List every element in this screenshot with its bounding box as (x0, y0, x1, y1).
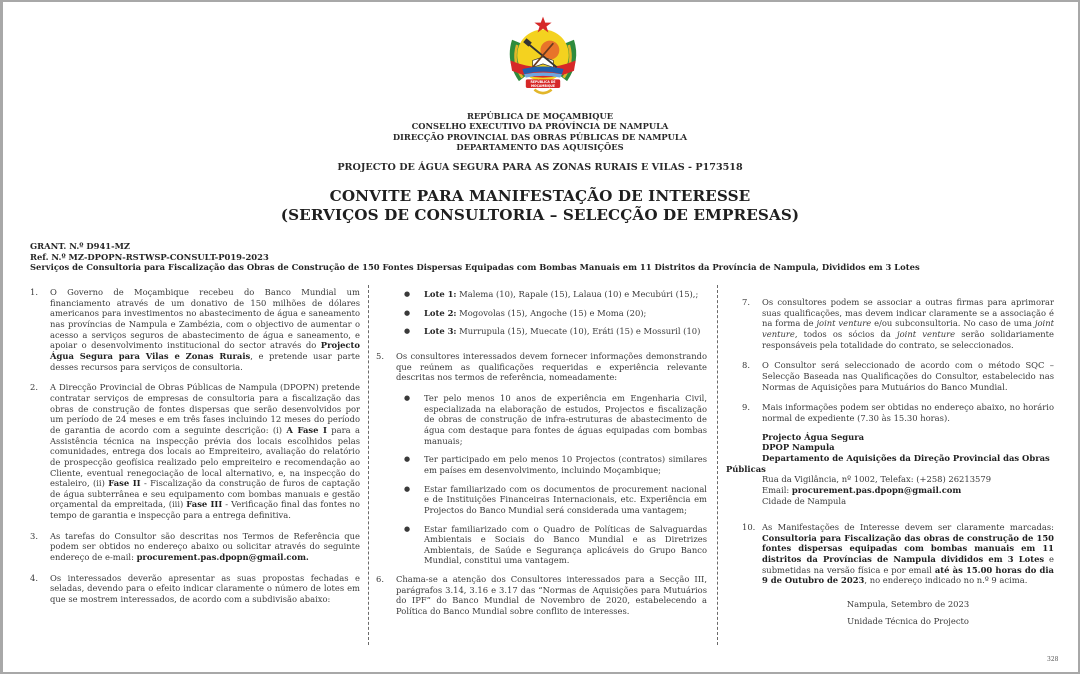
contact-email-link[interactable]: procurement.pas.dpopn@gmail.com (791, 484, 962, 495)
project-name: PROJECTO DE ÁGUA SEGURA PARA AS ZONAS RURAIS E VILAS - P173518 (337, 162, 743, 173)
bullet-icon: ● (404, 455, 411, 464)
item-number: 5. (376, 350, 384, 361)
page-number: 328 (1047, 656, 1059, 663)
paragraph-10: 10. As Manifestações de Interesse devem ser claramente marcadas: Consultoria para Fiscalização das obras de construção de 150 fontes dispersas equipadas com bombas manuais em 11 distritos da Províncias de Nampula divididos em 3 Lotes e submetidas na versão física e por email até às 15.00 horas do dia 9 de Outubro de 2023, no endereço indicado no n.º 9 acima. (742, 522, 1054, 586)
grant-number: GRANT. N.º D941-MZ (30, 241, 130, 251)
mozambique-coat-of-arms-icon (500, 14, 586, 100)
issuing-organization (0, 111, 1080, 153)
paragraph-3: 3. As tarefas do Consultor são descritas nos Termos de Referência que podem ser obtidos no endereço abaixo ou solicitar através do seguinte endereço de e-mail: procurement.pas.dpopn@gmail.com. (30, 530, 360, 563)
paragraph-8: 8. O Consultor será seleccionado de acordo com o método SQC – Selecção Baseada nas Qualificações do Consultor, estabelecido nas Normas de Aquisições para Mutuários do Banco Mundial. (742, 360, 1054, 392)
document-title (0, 187, 1080, 225)
item-number: 2. (30, 382, 38, 393)
column-divider (368, 285, 369, 645)
org-line: CONSELHO EXECUTIVO DA PROVÍNCIA DE NAMPULA (411, 121, 669, 132)
signature-block (742, 596, 1054, 630)
org-line: DEPARTAMENTO DAS AQUISIÇÕES (456, 142, 624, 153)
lote-1: ● Lote 1: Malema (10), Rapale (15), Lalaua (10) e Mecubúri (15),; (404, 289, 699, 299)
paragraph-4: 4. Os interessados deverão apresentar as suas propostas fechadas e seladas, devendo para o efeito indicar claramente o número de lotes em que se mostrem interessados, de acordo com a subdivisão abaixo: (30, 572, 360, 605)
requirement-item: ● Estar familiarizado com os documentos de procurement nacional e de Instituições Financeiras Internacionais, etc. Experiência em Projectos do Banco Mundial será considerada uma vantagem; (404, 483, 707, 515)
column-2 (376, 289, 707, 627)
svg-text:MOÇAMBIQUE: MOÇAMBIQUE (530, 83, 556, 88)
lote-3: ● Lote 3: Murrupula (15), Muecate (10), Eráti (15) e Mossuril (10) (404, 326, 701, 337)
column-3 (726, 297, 1054, 630)
org-line: DIRECÇÃO PROVINCIAL DAS OBRAS PÚBLICAS DE NAMPULA (392, 131, 688, 142)
place-date: Nampula, Setembro de 2023 (846, 599, 970, 610)
bullet-icon: ● (404, 484, 411, 493)
bullet-icon: ● (404, 524, 411, 533)
tor-email-link[interactable]: procurement.pas.dpopn@gmail.com. (136, 552, 309, 563)
item-number: 1. (30, 287, 38, 297)
signing-unit: Unidade Técnica do Projecto (847, 616, 969, 627)
requirement-item: ● Ter participado em pelo menos 10 Projectos (contratos) similares em países em desenvolvimento, incluindo Moçambique; (404, 454, 707, 475)
item-number: 10. (742, 522, 756, 533)
lote-2: ● Lote 2: Mogovolas (15), Angoche (15) e Moma (20); (404, 307, 647, 318)
reference-number: Ref. N.º MZ-DPOPN-RSTWSP-CONSULT-P019-2023 (30, 251, 269, 262)
item-number: 3. (30, 530, 38, 541)
reference-block (30, 241, 920, 273)
item-number: 4. (30, 572, 38, 583)
title-line-2: (SERVIÇOS DE CONSULTORIA – SELECÇÃO DE EMPRESAS) (280, 206, 800, 224)
paragraph-9: 9. Mais informações podem ser obtidas no endereço abaixo, no horário normal de expediente (7.30 às 15.30 horas). (742, 402, 1054, 423)
item-number: 8. (742, 360, 750, 371)
bullet-icon: ● (404, 327, 411, 336)
paragraph-2: 2. A Direcção Provincial de Obras Públicas de Nampula (DPOPN) pretende contratar serviços de empresas de consultoria para a fiscalização das obras de construção de fontes dispersas que serão desenvolvidos por um período de 24 meses e em três fases incluindo 12 meses do período de garantia de acordo com a seguinte descrição: (i) A Fase I para a Assistência técnica na inspecção prévia dos locais escolhidos pelas comunidades, entrega dos locais ao Empreiteiro, avaliação do relatório de prospecção geofísica realizado pelo empreiteiro e recomendação ao Cliente, eventual renegociação de local alternativo, e, na inspecção do estaleiro, (ii) Fase II - Fiscalização da construção de furos de captação de água subterrânea e seu equipamento com bombas manuais e gestão orçamental da empreitada, (iii) Fase III - Verificação final das fontes no tempo de garantia e inspecção para a entrega definitiva. (30, 382, 360, 521)
org-line: REPÚBLICA DE MOÇAMBIQUE (466, 111, 614, 121)
requirement-item: ● Ter pelo menos 10 anos de experiência em Engenharia Civil, especializada na elaboração de estudos, Projectos e fiscalização de obras de construção de infra-estruturas de abastecimento de água com destaque para fontes de águas equipadas com bombas manuais; (404, 392, 707, 446)
item-number: 6. (376, 574, 384, 585)
paragraph-5: 5. Os consultores interessados devem fornecer informações demonstrando que reúnem as qualificações requeridas e experiência relevante descritas nos termos de referência, nomeadamente: (376, 350, 707, 383)
bullet-icon: ● (404, 308, 411, 317)
item-number: 7. (742, 297, 750, 307)
paragraph-7: 7. Os consultores podem se associar a outras firmas para aprimorar suas qualificações, mas devem indicar claramente se a associação é na forma de joint venture e/ou subconsultoria. No caso de uma joint venture, todos os sócios da joint venture serão solidariamente responsáveis pela totalidade do contrato, se seleccionados. (742, 297, 1054, 350)
paragraph-1: 1. O Governo de Moçambique recebeu do Banco Mundial um financiamento através de um donativo de 150 milhões de dólares americanos para investimentos no abastecimento de água e saneamento nas províncias de Nampula e Zambézia, com o objectivo de aumentar o acesso a serviços seguros de abastecimento de água e saneamento, e apoiar o desenvolvimento institucional do sector através do Projecto Água Segura para Vilas e Zonas Rurais, e pretende usar parte desses recursos para serviços de consultoria. (30, 287, 360, 372)
paragraph-6: 6. Chama-se a atenção dos Consultores interessados para a Secção III, parágrafos 3.14, 3.16 e 3.17 das “Normas de Aquisições para Mutuários do IPF” do Banco Mundial de Novembro de 2020, estabelecendo a Política do Banco Mundial sobre conflito de interesses. (376, 574, 707, 617)
bullet-icon: ● (404, 393, 411, 402)
title-line-1: CONVITE PARA MANIFESTAÇÃO DE INTERESSE (329, 187, 751, 205)
column-1 (30, 287, 360, 615)
subject-line: Serviços de Consultoria para Fiscalização das Obras de Construção de 150 Fontes Dispersas Equipadas com Bombas Manuais em 11 Distritos da Província de Nampula, Divididos em 3 Lotes (30, 262, 920, 273)
bullet-icon: ● (404, 290, 411, 298)
column-divider (717, 285, 718, 645)
contact-address: Projecto Água Segura DPOP Nampula Departamento de Aquisições da Direção Provincial das Obras Públicas Rua da Vigilância, nº 1002, Telefax: (+258) 26213579 Email: procurement.pas.dpopn@gmail.com Cidade de Nampula (726, 431, 1050, 506)
item-number: 9. (742, 402, 750, 413)
requirement-item: ● Estar familiarizado com o Quadro de Políticas de Salvaguardas Ambientais e Sociais do Banco Mundial e as Diretrizes Ambientais, de Saúde e Segurança aplicáveis do Grupo Banco Mundial, constitui uma vantagem. (404, 523, 707, 566)
svg-text:REPÚBLICA DE: REPÚBLICA DE (530, 80, 556, 85)
